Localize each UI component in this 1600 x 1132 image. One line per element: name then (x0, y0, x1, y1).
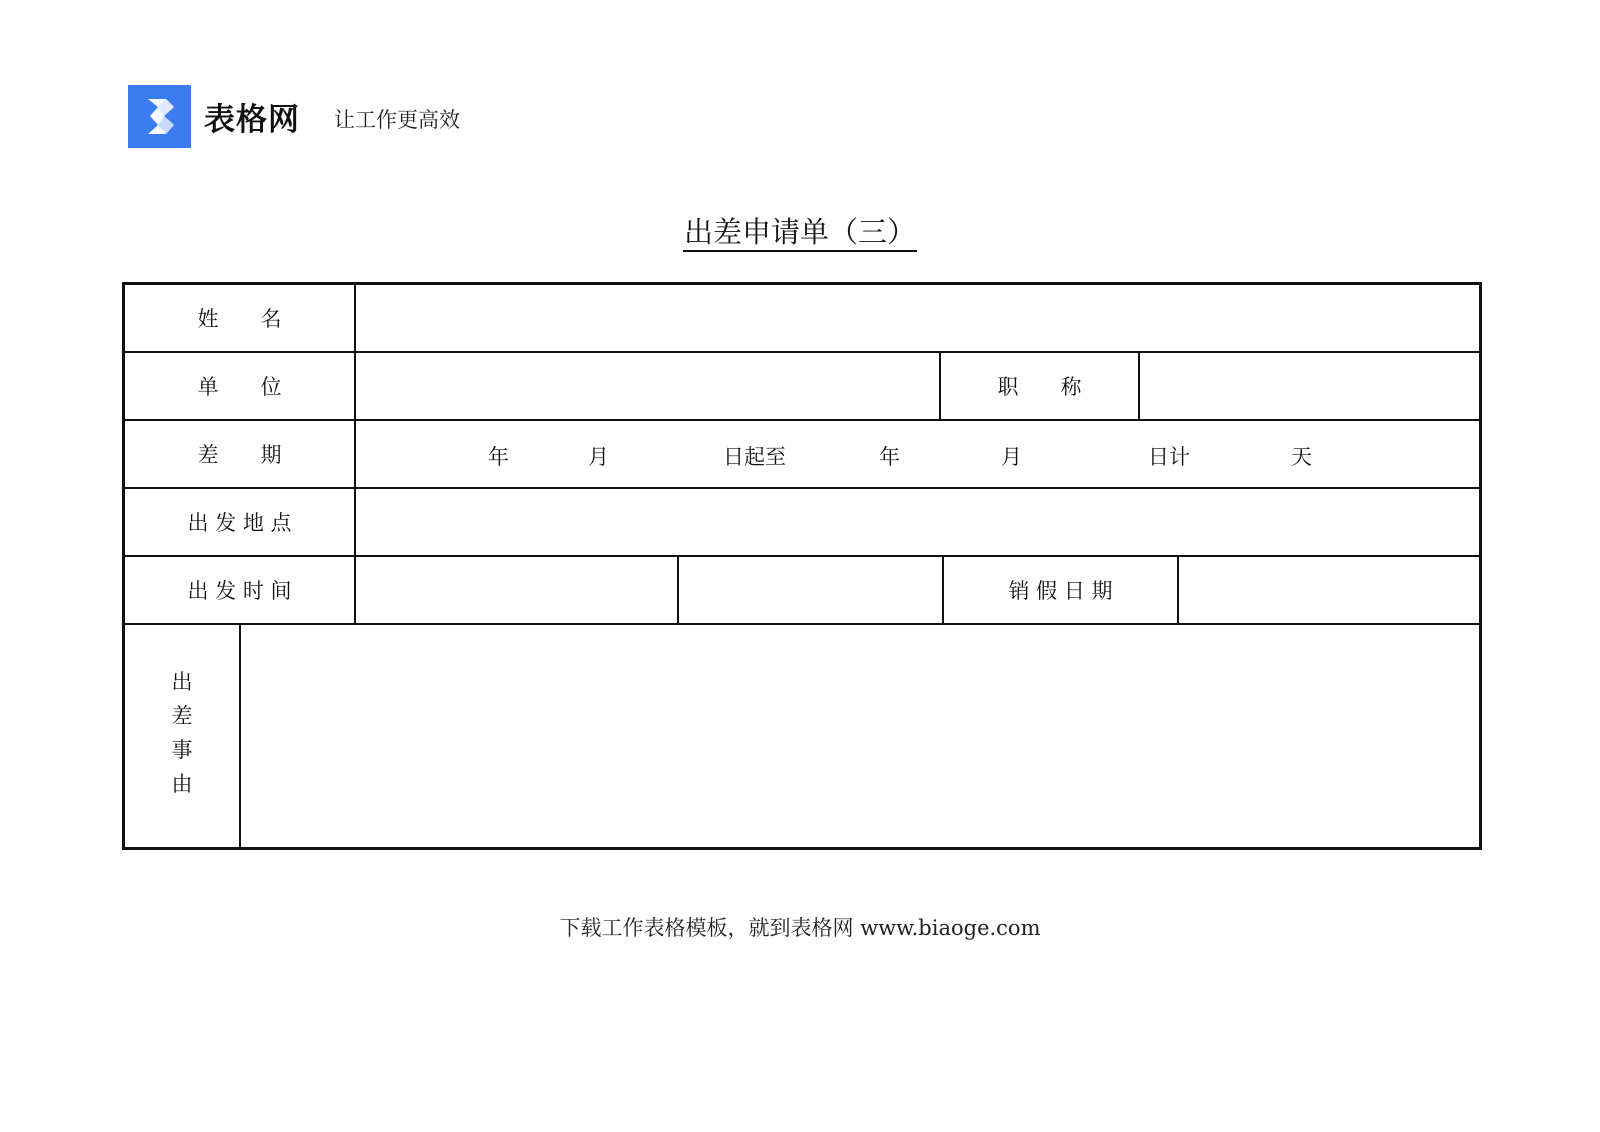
document-title-text: 出差申请单（三） (683, 215, 917, 252)
reason-label-char: 事 (171, 738, 193, 762)
departure-place-field[interactable] (356, 489, 1479, 555)
period-label: 差 期 (197, 443, 282, 467)
name-field[interactable] (356, 285, 1479, 351)
site-header (128, 84, 460, 148)
period-end-month: 月 (1001, 445, 1022, 469)
period-start-day: 日起至 (723, 445, 786, 469)
brand-slogan: 让工作更高效 (334, 108, 460, 132)
reason-label-char: 差 (171, 704, 193, 728)
departure-time-extra-field[interactable] (679, 557, 942, 623)
departure-place-label: 出 发 地 点 (187, 511, 292, 535)
leave-end-date-field[interactable] (1179, 557, 1479, 623)
departure-time-field[interactable] (356, 557, 677, 623)
unit-field[interactable] (356, 353, 939, 419)
unit-label: 单 位 (197, 375, 282, 399)
job-title-field[interactable] (1140, 353, 1479, 419)
leave-end-date-label: 销 假 日 期 (1008, 579, 1113, 603)
job-title-label: 职 称 (997, 375, 1082, 399)
period-start-month: 月 (588, 445, 609, 469)
footer-text: 下载工作表格模板，就到表格网 www.biaoge.com (559, 916, 1041, 940)
period-total-days: 天 (1291, 445, 1312, 469)
brand-name: 表格网 (204, 101, 300, 138)
biaoge-logo-icon (128, 85, 191, 148)
reason-label-char: 出 (171, 670, 193, 694)
reason-field[interactable] (241, 625, 1479, 847)
document-title (0, 210, 1600, 251)
reason-label-char: 由 (171, 772, 193, 796)
reason-label (125, 625, 239, 847)
travel-application-form (122, 282, 1482, 850)
departure-time-label: 出 发 时 间 (187, 579, 292, 603)
period-end-year: 年 (879, 445, 900, 469)
name-label: 姓 名 (197, 307, 282, 331)
period-end-day: 日计 (1148, 445, 1190, 469)
period-start-year: 年 (488, 445, 509, 469)
